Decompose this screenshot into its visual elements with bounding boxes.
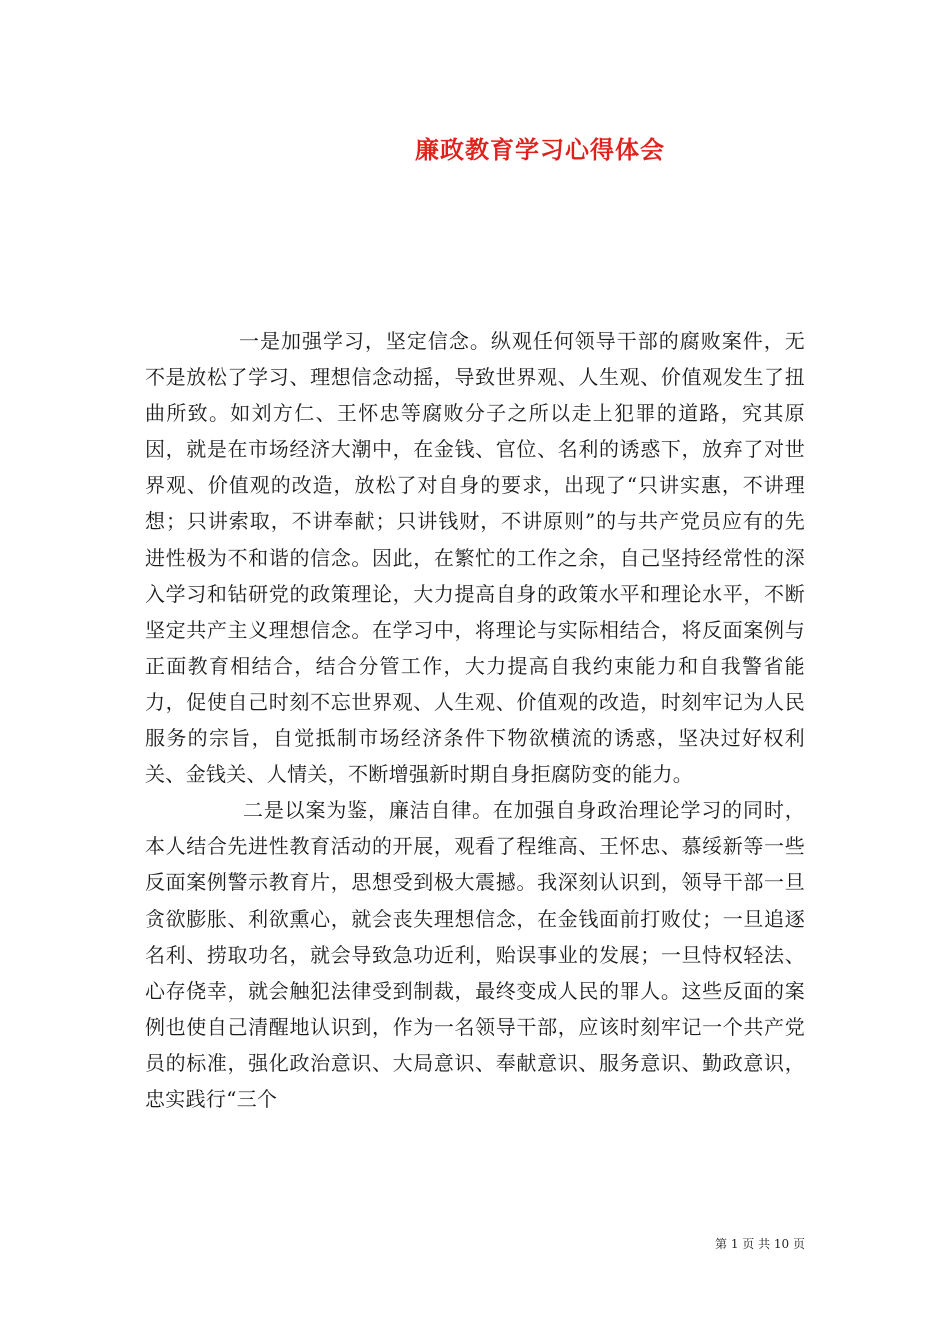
document-title: 廉政教育学习心得体会 bbox=[415, 135, 665, 164]
document-body bbox=[145, 323, 805, 1117]
paragraph-1: 一是加强学习，坚定信念。纵观任何领导干部的腐败案件，无不是放松了学习、理想信念动摇，导致世界观、人生观、价值观发生了扭曲所致。如刘方仁、王怀忠等腐败分子之所以走上犯罪的道路，究其原因，就是在市场经济大潮中，在金钱、官位、名利的诱惑下，放弃了对世界观、价值观的改造，放松了对自身的要求，出现了“只讲实惠，不讲理想；只讲索取，不讲奉献；只讲钱财，不讲原则”的与共产党员应有的先进性极为不和谐的信念。因此，在繁忙的工作之余，自己坚持经常性的深入学习和钻研党的政策理论，大力提高自身的政策水平和理论水平，不断坚定共产主义理想信念。在学习中，将理论与实际相结合，将反面案例与正面教育相结合，结合分管工作，大力提高自我约束能力和自我警省能力，促使自己时刻不忘世界观、人生观、价值观的改造，时刻牢记为人民服务的宗旨，自觉抵制市场经济条件下物欲横流的诱惑，坚决过好权利关、金钱关、人情关，不断增强新时期自身拒腐防变的能力。 bbox=[145, 329, 805, 787]
paragraph-2: 二是以案为鉴，廉洁自律。在加强自身政治理论学习的同时，本人结合先进性教育活动的开展，观看了程维高、王怀忠、慕绥新等一些反面案例警示教育片，思想受到极大震撼。我深刻认识到，领导干部一旦贪欲膨胀、利欲熏心，就会丧失理想信念，在金钱面前打败仗；一旦追逐名利、捞取功名，就会导致急功近利，贻误事业的发展；一旦恃权轻法、心存侥幸，就会触犯法律受到制裁，最终变成人民的罪人。这些反面的案例也使自己清醒地认识到，作为一名领导干部，应该时刻牢记一个共产党员的标准，强化政治意识、大局意识、奉献意识、服务意识、勤政意识，忠实践行“三个 bbox=[145, 798, 805, 1111]
page-number-footer: 第 1 页 共 10 页 bbox=[715, 1237, 805, 1251]
